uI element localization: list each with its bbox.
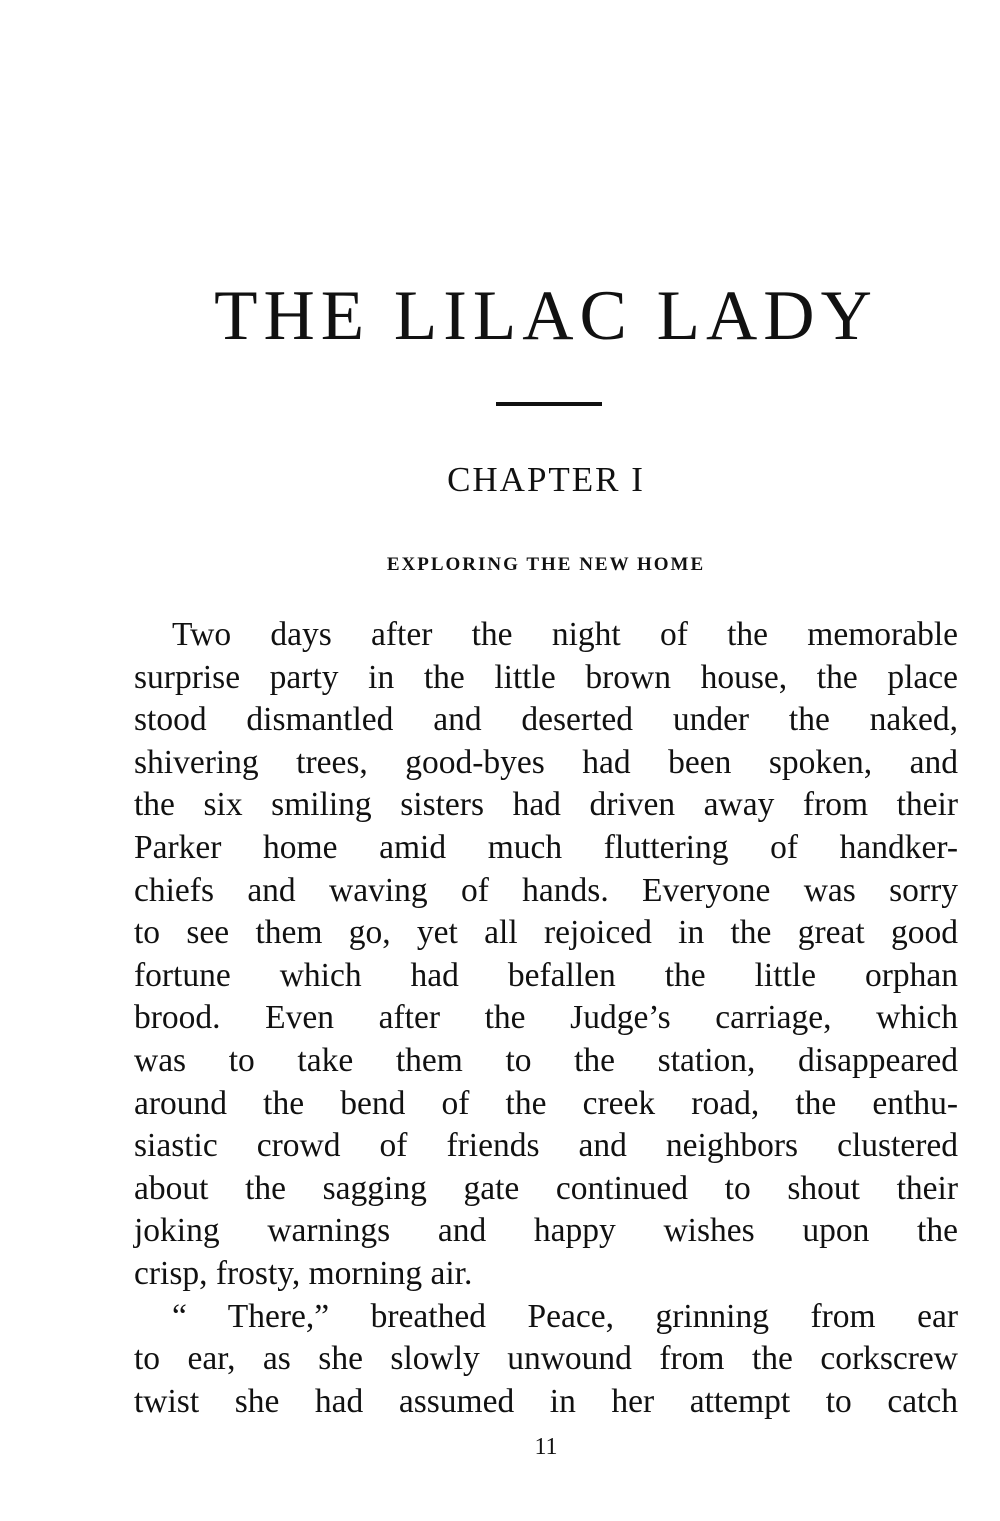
text-line: fortune which had befallen the little orphan	[134, 956, 958, 994]
text-line: the six smiling sisters had driven away from their	[134, 786, 958, 824]
text-line: to see them go, yet all rejoiced in the great good	[134, 914, 958, 952]
text-line: about the sagging gate continued to shout their	[134, 1169, 958, 1207]
text-line: crisp, frosty, morning air.	[134, 1254, 473, 1292]
text-line: brood. Even after the Judge’s carriage, which	[134, 999, 958, 1037]
chapter-heading: CHAPTER I	[447, 460, 645, 499]
text-line: was to take them to the station, disappeared	[134, 1041, 958, 1079]
text-line: stood dismantled and deserted under the naked,	[134, 701, 958, 739]
chapter-subtitle: EXPLORING THE NEW HOME	[386, 554, 706, 575]
text-line: around the bend of the creek road, the enthu-	[134, 1084, 958, 1122]
title-divider-rule	[496, 402, 602, 406]
text-line: to ear, as she slowly unwound from the corkscrew	[134, 1340, 958, 1378]
text-line: Two days after the night of the memorable	[172, 616, 958, 653]
text-line: siastic crowd of friends and neighbors clustered	[134, 1127, 958, 1165]
page-number: 11	[534, 1434, 558, 1460]
text-line: chiefs and waving of hands. Everyone was sorry	[134, 871, 958, 909]
text-line: joking warnings and happy wishes upon the	[134, 1212, 958, 1250]
text-line: shivering trees, good-byes had been spoken, and	[134, 743, 958, 781]
paragraph	[134, 614, 958, 1296]
body-text	[134, 614, 958, 1423]
text-line: surprise party in the little brown house, the place	[134, 658, 958, 696]
book-title: THE LILAC LADY	[214, 277, 878, 355]
text-line: Parker home amid much fluttering of handker-	[134, 828, 958, 866]
paragraph	[134, 1296, 958, 1424]
text-line: “ There,” breathed Peace, grinning from ear	[172, 1297, 958, 1335]
text-line: twist she had assumed in her attempt to catch	[134, 1382, 958, 1420]
